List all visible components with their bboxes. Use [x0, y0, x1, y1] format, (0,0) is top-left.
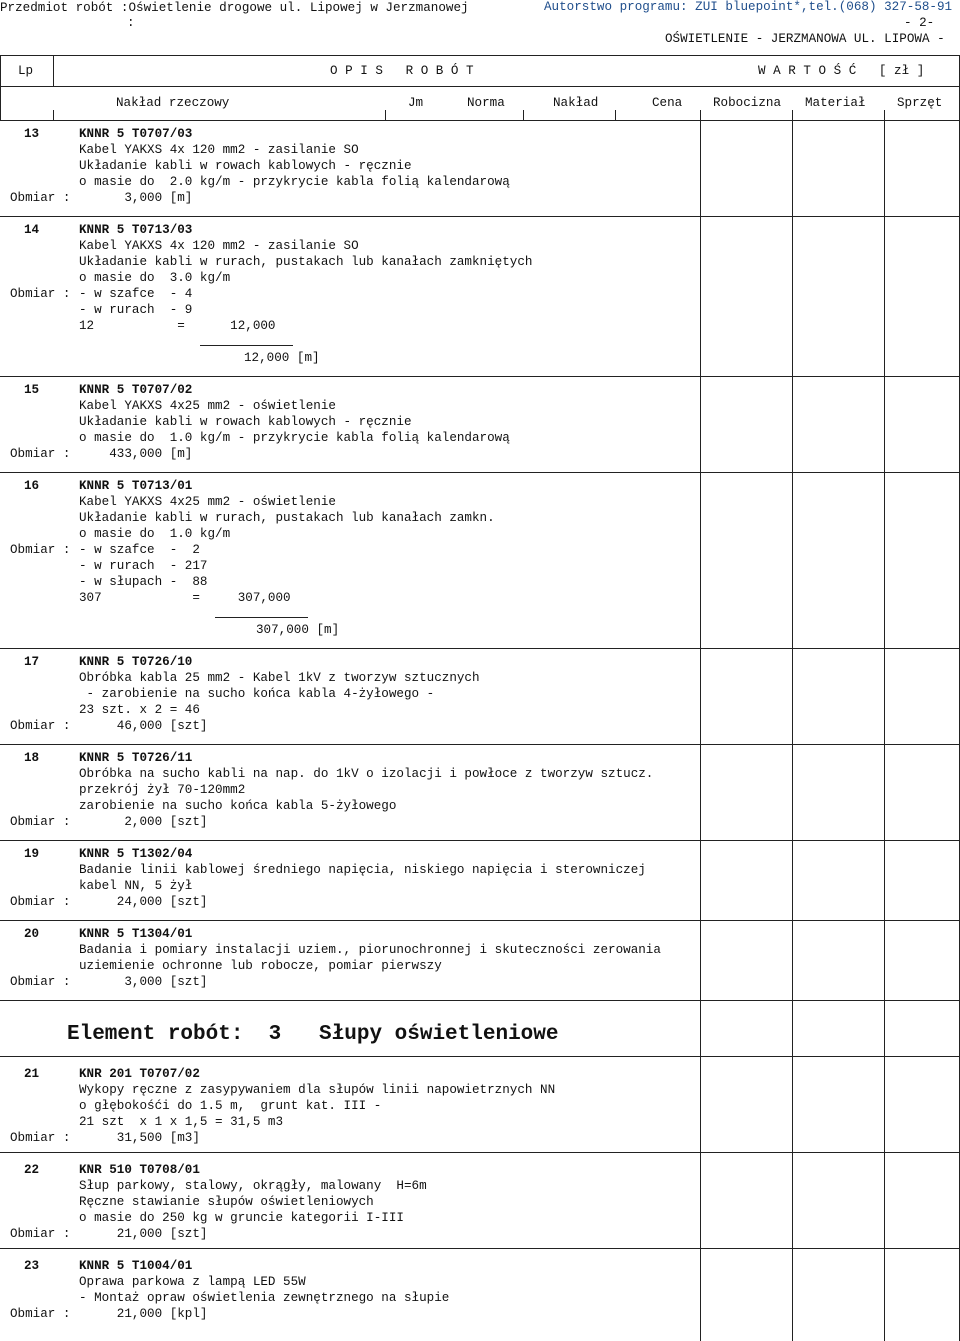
item-line: Ręczne stawianie słupów oświetleniowych: [79, 1195, 374, 1209]
col-tick: [615, 110, 616, 121]
col-naklad: Nakład: [553, 96, 599, 110]
obmiar-label: Obmiar :: [10, 287, 71, 301]
obmiar-label: Obmiar :: [10, 447, 71, 461]
item-line: Oprawa parkowa z lampą LED 55W: [79, 1275, 306, 1289]
item-line: Badanie linii kablowej średniego napięcia, niskiego napięcia i sterowniczej: [79, 863, 646, 877]
obmiar-value: - w szafce - 2: [79, 543, 200, 557]
item-line: uziemienie ochronne lub robocze, pomiar pierwszy: [79, 959, 442, 973]
obmiar-calc: 12 = 12,000: [79, 319, 276, 333]
obmiar-total: 307,000 [m]: [256, 623, 340, 637]
item-code: KNNR 5 T0707/03: [79, 127, 193, 141]
obmiar-value: 2,000 [szt]: [79, 815, 208, 829]
item-line: - Montaż opraw oświetlenia zewnętrznego na słupie: [79, 1291, 450, 1305]
obmiar-calc: - w rurach - 9: [79, 303, 193, 317]
item-code: KNR 510 T0708/01: [79, 1163, 200, 1177]
obmiar-value: 21,000 [kpl]: [79, 1307, 208, 1321]
item-separator: [0, 840, 960, 841]
item-code: KNNR 5 T0713/01: [79, 479, 193, 493]
col-naklad-rzeczowy: Nakład rzeczowy: [116, 96, 230, 110]
item-line: o masie do 250 kg w gruncie kategorii I-III: [79, 1211, 404, 1225]
obmiar-label: Obmiar :: [10, 815, 71, 829]
subject-title: Przedmiot robót :Oświetlenie drogowe ul. Lipowej w Jerzmanowej: [0, 1, 469, 15]
item-line: Obróbka na sucho kabli na nap. do 1kV o izolacji i powłoce z tworzyw sztucz.: [79, 767, 654, 781]
item-code: KNNR 5 T1302/04: [79, 847, 193, 861]
item-lp: 18: [24, 751, 40, 765]
item-lp: 17: [24, 655, 40, 669]
col-wartosc: W A R T O Ś Ć [ zł ]: [758, 64, 925, 78]
col-norma: Norma: [467, 96, 505, 110]
col-material: Materiał: [805, 96, 866, 110]
col-opis: O P I S R O B Ó T: [330, 64, 474, 78]
item-code: KNNR 5 T0726/10: [79, 655, 193, 669]
col-tick: [523, 110, 524, 121]
item-lp: 21: [24, 1067, 40, 1081]
item-line: 23 szt. x 2 = 46: [79, 703, 200, 717]
obmiar-value: 3,000 [m]: [79, 191, 193, 205]
col-divider-material: [792, 120, 793, 1341]
obmiar-label: Obmiar :: [10, 543, 71, 557]
item-line: zarobienie na sucho końca kabla 5-żyłowego: [79, 799, 397, 813]
obmiar-value: - w szafce - 4: [79, 287, 193, 301]
header-bottom-rule: [0, 120, 960, 121]
item-line: Układanie kabli w rurach, pustakach lub kanałach zamkniętych: [79, 255, 533, 269]
item-code: KNNR 5 T0707/02: [79, 383, 193, 397]
item-line: Kabel YAKXS 4x25 mm2 - oświetlenie: [79, 399, 336, 413]
item-separator: [0, 1248, 960, 1249]
item-separator: [0, 472, 960, 473]
obmiar-value: 46,000 [szt]: [79, 719, 208, 733]
item-lp: 22: [24, 1163, 40, 1177]
item-line: o masie do 3.0 kg/m: [79, 271, 231, 285]
item-separator: [0, 376, 960, 377]
obmiar-value: 433,000 [m]: [79, 447, 193, 461]
col-divider-robocizna: [700, 120, 701, 1341]
item-line: Kabel YAKXS 4x 120 mm2 - zasilanie SO: [79, 143, 359, 157]
item-lp: 16: [24, 479, 40, 493]
section-title: OŚWIETLENIE - JERZMANOWA UL. LIPOWA -: [665, 32, 945, 46]
item-line: o głębokośći do 1.5 m, grunt kat. III -: [79, 1099, 382, 1113]
obmiar-value: 3,000 [szt]: [79, 975, 208, 989]
obmiar-total: 12,000 [m]: [244, 351, 320, 365]
obmiar-label: Obmiar :: [10, 191, 71, 205]
item-line: Obróbka kabla 25 mm2 - Kabel 1kV z tworzyw sztucznych: [79, 671, 480, 685]
obmiar-label: Obmiar :: [10, 1131, 71, 1145]
item-line: Badania i pomiary instalacji uziem., piorunochronnej i skuteczności zerowania: [79, 943, 661, 957]
obmiar-value: 21,000 [szt]: [79, 1227, 208, 1241]
obmiar-label: Obmiar :: [10, 719, 71, 733]
item-code: KNR 201 T0707/02: [79, 1067, 200, 1081]
item-line: Układanie kabli w rowach kablowych - ręcznie: [79, 415, 412, 429]
obmiar-label: Obmiar :: [10, 1307, 71, 1321]
obmiar-label: Obmiar :: [10, 975, 71, 989]
col-cena: Cena: [652, 96, 683, 110]
header-colon: :: [127, 16, 135, 30]
element-heading: Element robót: 3 Słupy oświetleniowe: [67, 1023, 559, 1046]
item-line: Układanie kabli w rowach kablowych - ręcznie: [79, 159, 412, 173]
obmiar-label: Obmiar :: [10, 895, 71, 909]
item-lp: 13: [24, 127, 40, 141]
item-separator: [0, 1056, 960, 1057]
item-separator: [0, 920, 960, 921]
item-code: KNNR 5 T0713/03: [79, 223, 193, 237]
item-lp: 15: [24, 383, 40, 397]
item-separator: [0, 1000, 960, 1001]
item-lp: 23: [24, 1259, 40, 1273]
col-jm: Jm: [408, 96, 424, 110]
item-line: Wykopy ręczne z zasypywaniem dla słupów linii napowietrznych NN: [79, 1083, 556, 1097]
item-line: kabel NN, 5 żył: [79, 879, 193, 893]
author-info: Autorstwo programu: ZUI bluepoint*,tel.(068) 327-58-91: [544, 0, 953, 14]
item-line: o masie do 2.0 kg/m - przykrycie kabla folią kalendarową: [79, 175, 510, 189]
item-line: - zarobienie na sucho końca kabla 4-żyłowego -: [79, 687, 435, 701]
obmiar-label: Obmiar :: [10, 1227, 71, 1241]
header-top-rule: [0, 55, 960, 56]
col-divider: [53, 55, 54, 87]
item-line: o masie do 1.0 kg/m - przykrycie kabla folią kalendarową: [79, 431, 510, 445]
item-line: Kabel YAKXS 4x25 mm2 - oświetlenie: [79, 495, 336, 509]
obmiar-calc: - w słupach - 88: [79, 575, 208, 589]
item-line: Układanie kabli w rurach, pustakach lub kanałach zamkn.: [79, 511, 495, 525]
item-separator: [0, 648, 960, 649]
item-separator: [0, 216, 960, 217]
item-line: Słup parkowy, stalowy, okrągły, malowany H=6m: [79, 1179, 427, 1193]
page-number: - 2-: [904, 16, 935, 30]
item-line: o masie do 1.0 kg/m: [79, 527, 231, 541]
sum-rule: [200, 345, 293, 346]
item-line: przekrój żył 70-120mm2: [79, 783, 246, 797]
item-lp: 19: [24, 847, 40, 861]
item-line: 21 szt x 1 x 1,5 = 31,5 m3: [79, 1115, 284, 1129]
obmiar-value: 31,500 [m3]: [79, 1131, 200, 1145]
obmiar-value: 24,000 [szt]: [79, 895, 208, 909]
item-line: Kabel YAKXS 4x 120 mm2 - zasilanie SO: [79, 239, 359, 253]
obmiar-calc: 307 = 307,000: [79, 591, 291, 605]
item-code: KNNR 5 T1004/01: [79, 1259, 193, 1273]
item-code: KNNR 5 T0726/11: [79, 751, 193, 765]
col-sprzet: Sprzęt: [897, 96, 943, 110]
header-mid-rule: [0, 86, 960, 87]
col-robocizna: Robocizna: [713, 96, 782, 110]
table-left-border: [0, 55, 1, 121]
sum-rule: [215, 617, 308, 618]
item-lp: 14: [24, 223, 40, 237]
col-divider-sprzet: [884, 120, 885, 1341]
obmiar-calc: - w rurach - 217: [79, 559, 208, 573]
item-lp: 20: [24, 927, 40, 941]
item-separator: [0, 1152, 960, 1153]
col-tick: [385, 110, 386, 121]
col-lp: Lp: [18, 64, 34, 78]
col-tick: [53, 110, 54, 121]
item-code: KNNR 5 T1304/01: [79, 927, 193, 941]
item-separator: [0, 744, 960, 745]
